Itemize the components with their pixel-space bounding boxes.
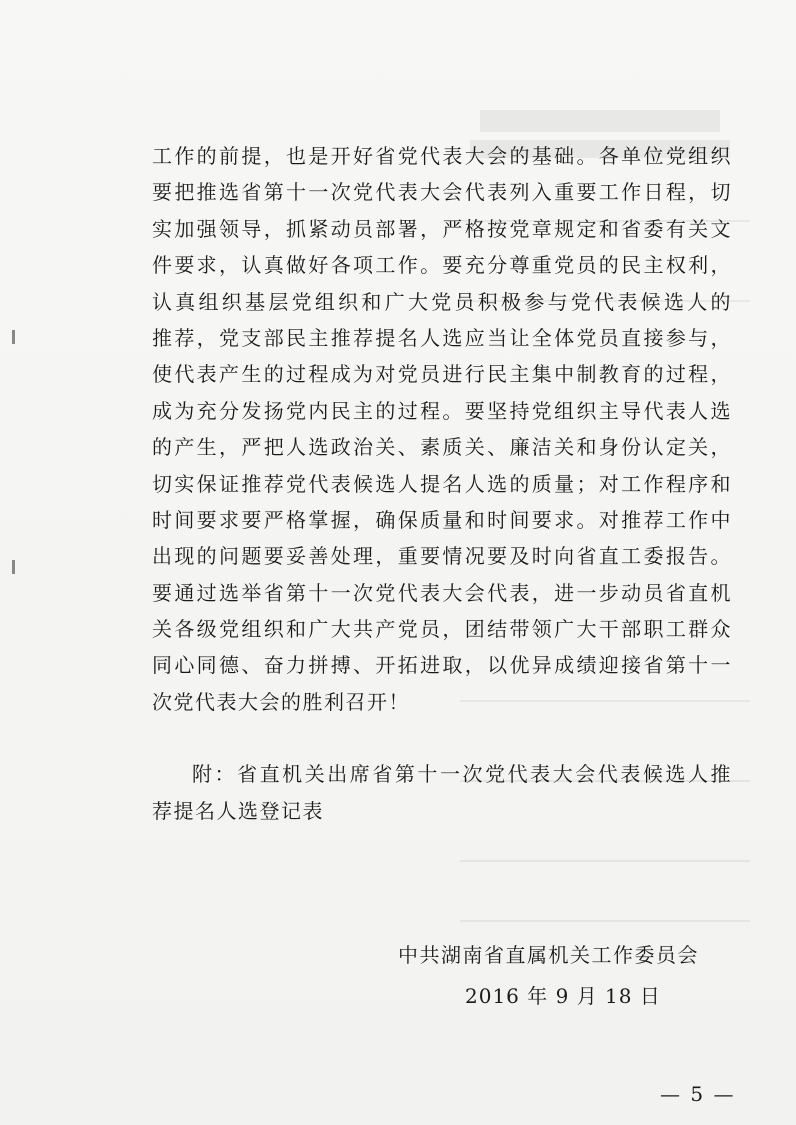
attachment-line: 附：省直机关出席省第十一次党代表大会代表候选人推 xyxy=(192,762,732,787)
issue-date: 2016 年 9 月 18 日 xyxy=(465,984,661,1008)
body-line: 工作的前提，也是开好省党代表大会的基础。各单位党组织 xyxy=(152,144,732,168)
body-text xyxy=(152,138,732,829)
body-line: 出现的问题要妥善处理，重要情况要及时向省直工委报告。 xyxy=(152,544,732,569)
body-line: 时间要求要严格掌握，确保质量和时间要求。对推荐工作中 xyxy=(152,507,732,532)
body-line: 次党代表大会的胜利召开！ xyxy=(152,689,410,714)
body-line: 实加强领导，抓紧动员部署，严格按党章规定和省委有关文 xyxy=(152,216,732,241)
body-line: 的产生，严把人选政治关、素质关、廉洁关和身份认定关， xyxy=(152,435,732,460)
page-number: — 5 — xyxy=(660,1082,736,1106)
body-line: 要通过选举省第十一次党代表大会代表，进一步动员省直机 xyxy=(152,580,732,605)
scan-edge-mark xyxy=(12,330,15,344)
body-line: 要把推选省第十一次党代表大会代表列入重要工作日程，切 xyxy=(152,180,732,205)
body-line: 使代表产生的过程成为对党员进行民主集中制教育的过程， xyxy=(152,362,732,387)
body-line: 切实保证推荐党代表候选人提名人选的质量；对工作程序和 xyxy=(152,471,732,496)
issuer-signature: 中共湖南省直属机关工作委员会 xyxy=(398,943,699,967)
body-line: 关各级党组织和广大共产党员，团结带领广大干部职工群众 xyxy=(152,617,732,642)
attachment-line: 荐提名人选登记表 xyxy=(152,798,324,823)
body-line: 件要求，认真做好各项工作。要充分尊重党员的民主权利， xyxy=(152,253,732,278)
body-line: 同心同德、奋力拼搏、开拓进取，以优异成绩迎接省第十一 xyxy=(152,653,732,678)
scan-edge-mark xyxy=(12,560,15,574)
body-line: 推荐，党支部民主推荐提名人选应当让全体党员直接参与， xyxy=(152,325,732,350)
body-line: 认真组织基层党组织和广大党员积极参与党代表候选人的 xyxy=(152,289,732,314)
body-line: 成为充分发扬党内民主的过程。要坚持党组织主导代表人选 xyxy=(152,398,732,423)
